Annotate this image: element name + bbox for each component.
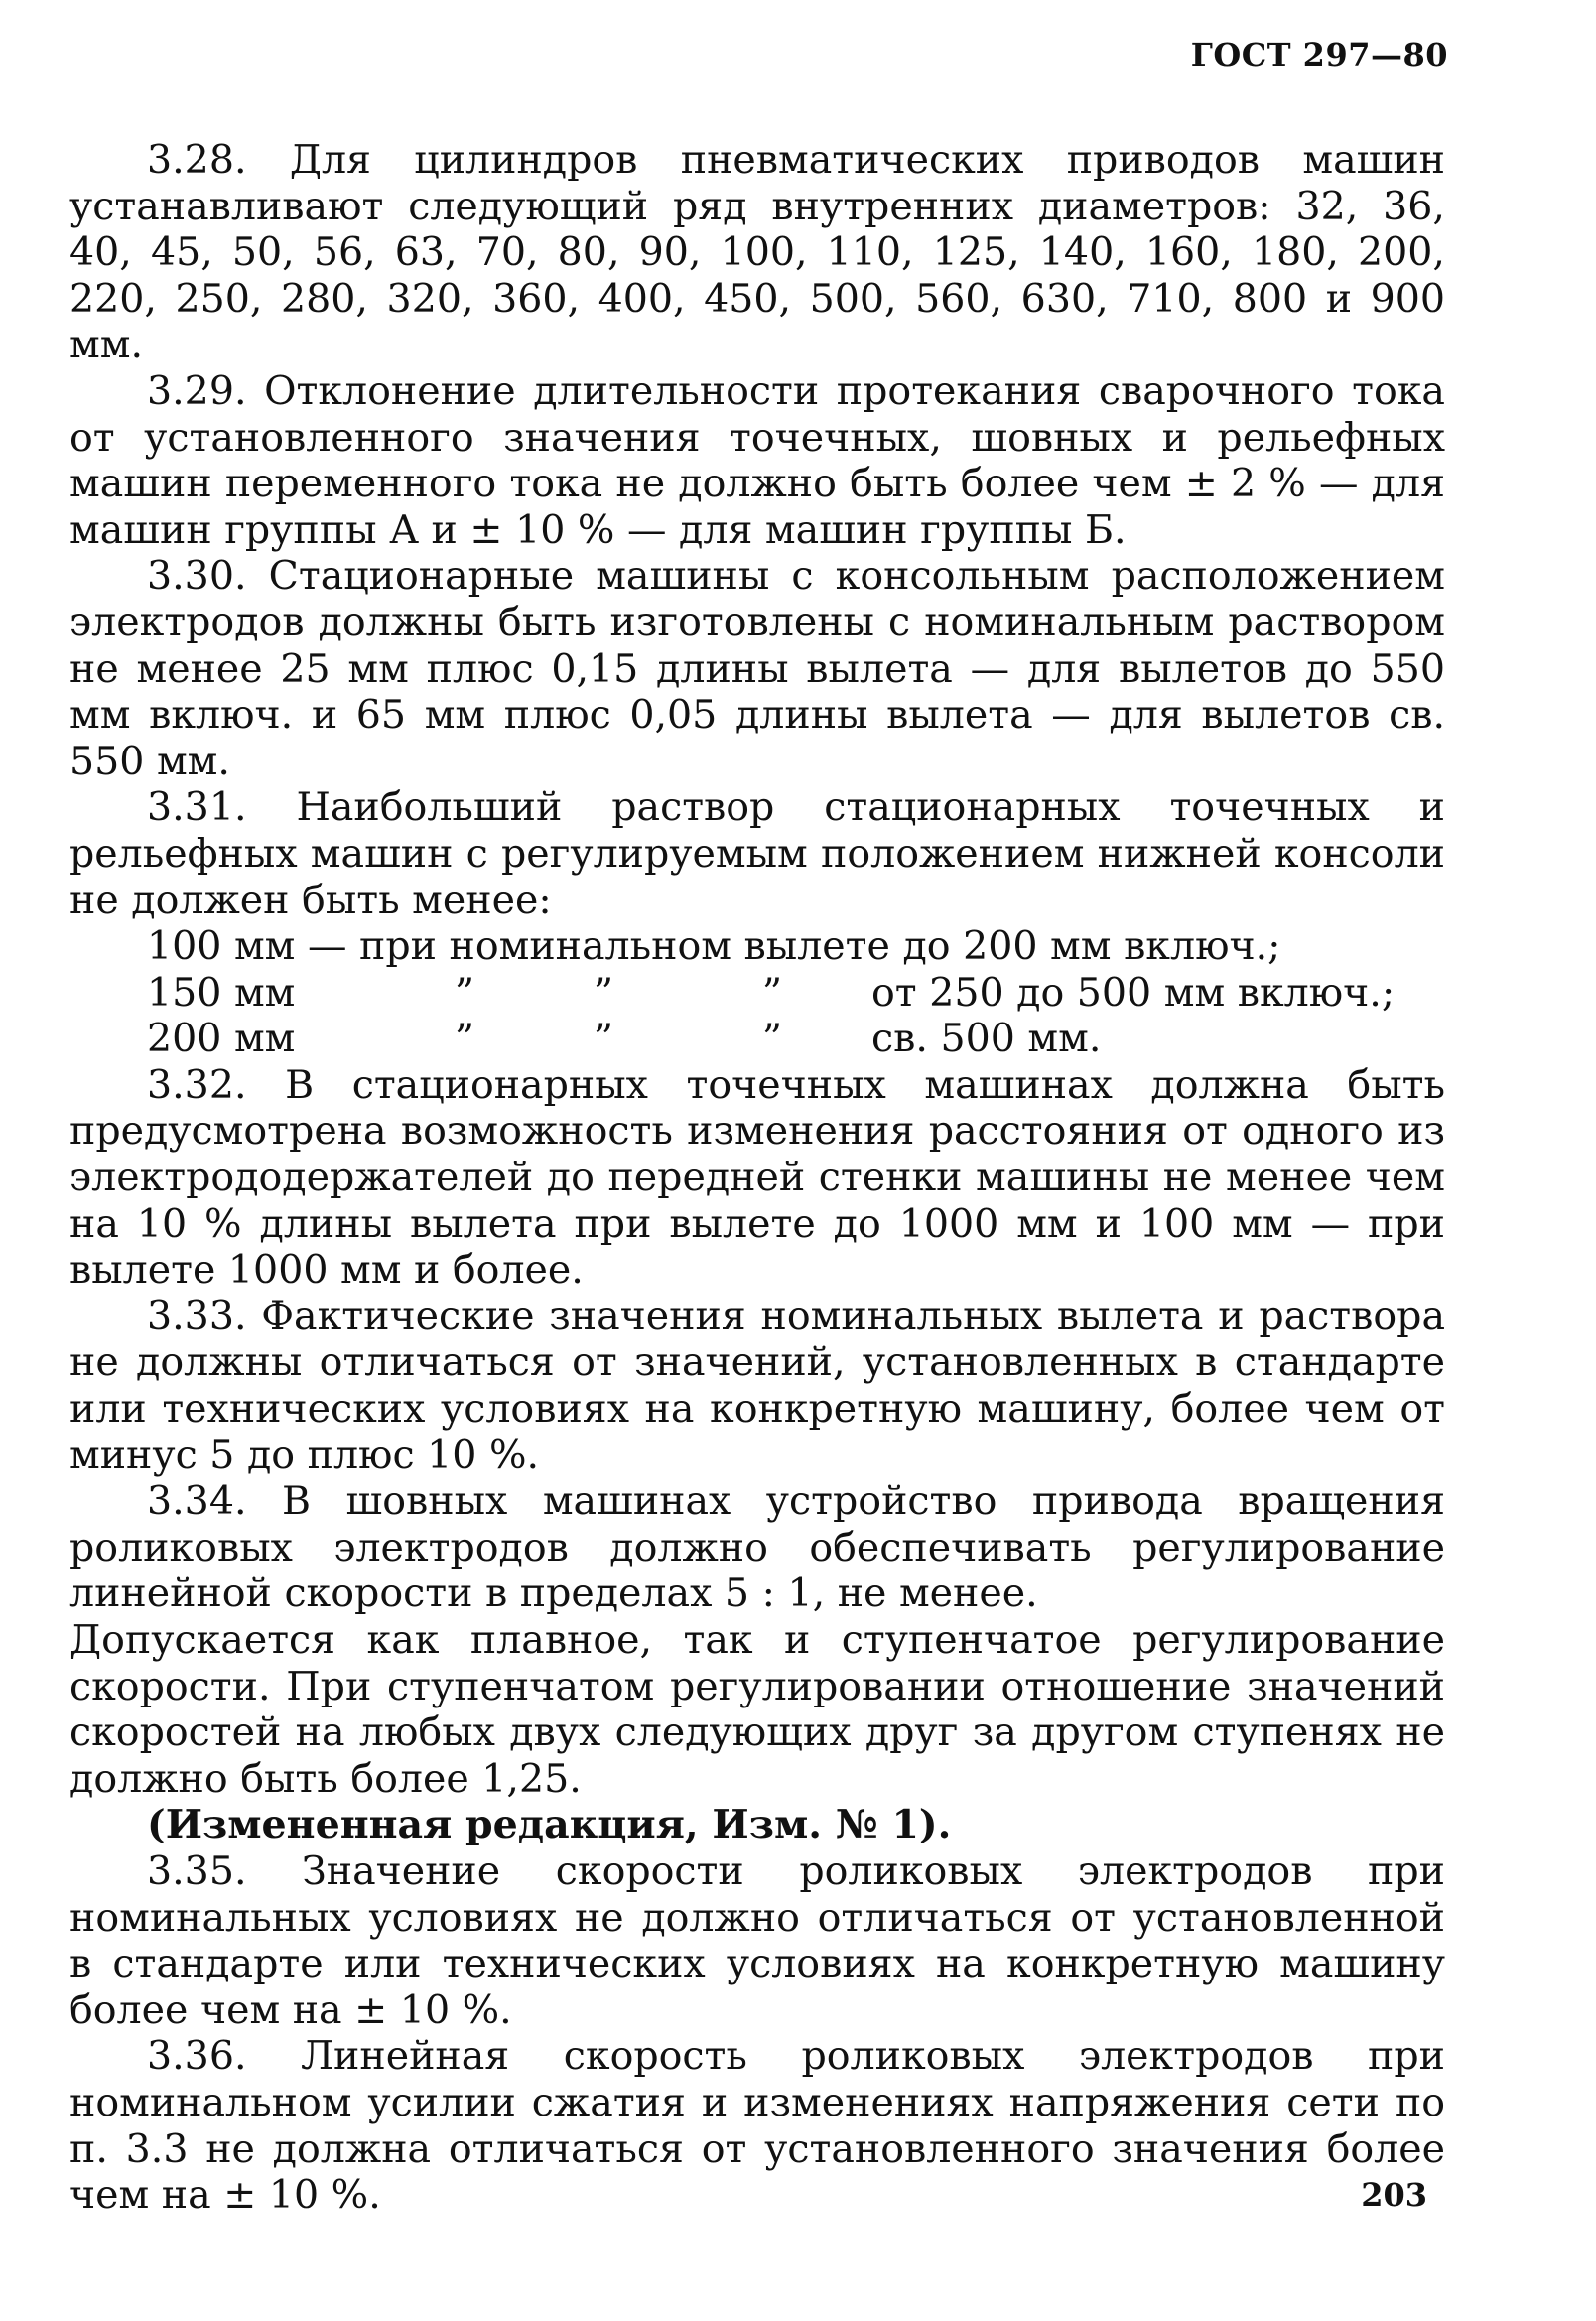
ditto-mark: ” [593, 969, 614, 1016]
list-value: 150 мм [147, 969, 296, 1016]
document-body [69, 137, 1445, 2219]
list-value: 200 мм [147, 1016, 296, 1062]
document-header: ГОСТ 297—80 [1190, 36, 1448, 73]
paragraph-3-28: 3.28. Для цилиндров пневматических приводов машин устанавливают следующий ряд внутренних диаметров: 32, 36, 40, 45, 50, 56, 63, 70, 80, 90, 100, 110, 125, 140, 160, 180, 200, 220, 250, 280, 320, 360, 400, 450, 500, 560, 630, 710, 800 и 900 мм. [69, 137, 1445, 368]
paragraph-3-31: 3.31. Наибольший раствор стационарных точечных и рельефных машин с регулируемым положением нижней консоли не должен быть менее: [69, 784, 1445, 923]
paragraph-3-33: 3.33. Фактические значения номинальных вылета и раствора не должны отличаться от значений, установленных в стандарте или технических условиях на конкретную машину, более чем от минус 5 до плюс 10 %. [69, 1293, 1445, 1478]
ditto-mark: ” [593, 1016, 614, 1062]
list-row-150 [69, 970, 1445, 1017]
paragraph-3-32: 3.32. В стационарных точечных машинах должна быть предусмотрена возможность изменения расстояния от одного из электрододержателей до передней стенки машины не менее чем на 10 % длины вылета при вылете до 1000 мм и 100 мм — при вылете 1000 мм и более. [69, 1061, 1445, 1294]
list-range: от 250 до 500 мм включ.; [871, 969, 1396, 1016]
paragraph-3-36: 3.36. Линейная скорость роликовых электродов при номинальном усилии сжатия и изменениях напряжения сети по п. 3.3 не должна отличаться от установленного значения более чем на ± 10 %. [69, 2033, 1445, 2219]
ditto-mark: ” [761, 969, 783, 1016]
amendment-note: (Измененная редакция, Изм. № 1). [147, 1802, 952, 1848]
list-row-100: 100 мм — при номинальном вылете до 200 мм включ.; [147, 923, 1281, 970]
ditto-mark: ” [454, 1016, 475, 1062]
paragraph-3-34: 3.34. В шовных машинах устройство привода вращения роликовых электродов должно обеспечивать регулирование линейной скорости в пределах 5 : 1, не менее. [69, 1478, 1445, 1617]
ditto-mark: ” [454, 969, 475, 1016]
ditto-mark: ” [761, 1016, 783, 1062]
page-number: 203 [1361, 2176, 1427, 2214]
list-range: св. 500 мм. [871, 1016, 1102, 1062]
list-row-200 [69, 1016, 1445, 1062]
paragraph-3-30: 3.30. Стационарные машины с консольным расположением электродов должны быть изготовлены с номинальным раствором не менее 25 мм плюс 0,15 длины вылета — для вылетов до 550 мм включ. и 65 мм плюс 0,05 длины вылета — для вылетов св. 550 мм. [69, 553, 1445, 784]
paragraph-3-34-continued: Допускается как плавное, так и ступенчатое регулирование скорости. При ступенчатом регулировании отношение значений скоростей на любых двух следующих друг за другом ступенях не должно быть более 1,25. [69, 1617, 1445, 1802]
paragraph-3-29: 3.29. Отклонение длительности протекания сварочного тока от установленного значения точечных, шовных и рельефных машин переменного тока не должно быть более чем ± 2 % — для машин группы А и ± 10 % — для машин группы Б. [69, 367, 1445, 553]
paragraph-3-35: 3.35. Значение скорости роликовых электродов при номинальных условиях не должно отличаться от установленной в стандарте или технических условиях на конкретную машину более чем на ± 10 %. [69, 1847, 1445, 2033]
